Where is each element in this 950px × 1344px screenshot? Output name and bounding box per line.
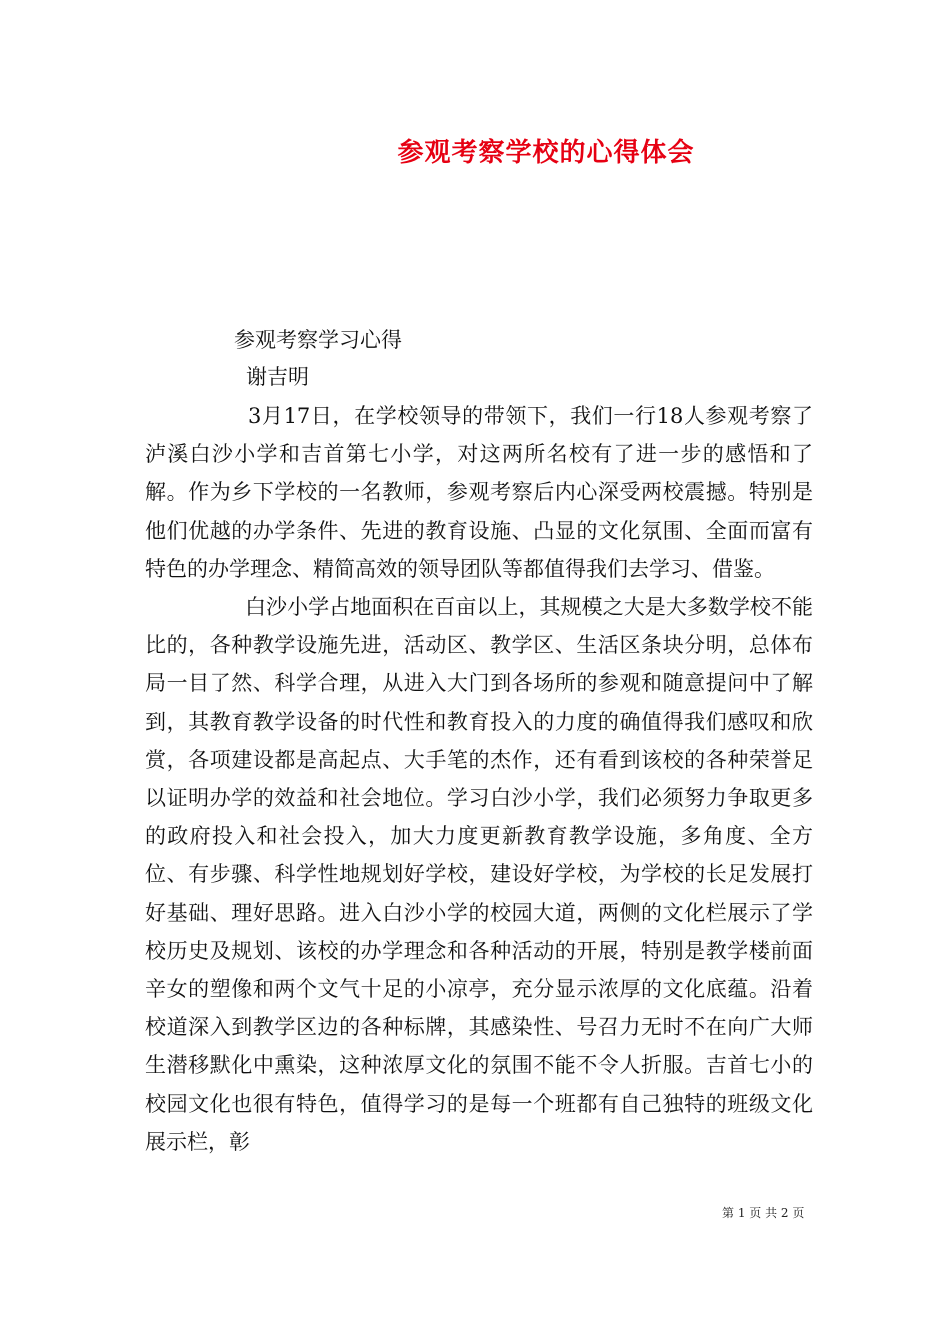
document-title: 参观考察学校的心得体会 [397,138,695,168]
document-author: 谢吉明 [246,365,309,389]
body-paragraph-1: 3月17日，在学校领导的带领下，我们一行18人参观考察了泸溪白沙小学和吉首第七小学，对这两所名校有了进一步的感悟和了解。作为乡下学校的一名教师，参观考察后内心深受两校震撼。特别是他们优越的办学条件、先进的教育设施、凸显的文化氛围、全面而富有特色的办学理念、精简高效的领导团队等都值得我们去学习、借鉴。 [145,404,813,581]
document-subtitle: 参观考察学习心得 [234,328,402,352]
document-body [145,397,813,1161]
body-paragraph-2: 白沙小学占地面积在百亩以上，其规模之大是大多数学校不能比的，各种教学设施先进，活动区、教学区、生活区条块分明，总体布局一目了然、科学合理，从进入大门到各场所的参观和随意提问中了解到，其教育教学设备的时代性和教育投入的力度的确值得我们感叹和欣赏，各项建设都是高起点、大手笔的杰作，还有看到该校的各种荣誉足以证明办学的效益和社会地位。学习白沙小学，我们必须努力争取更多的政府投入和社会投入，加大力度更新教育教学设施，多角度、全方位、有步骤、科学性地规划好学校，建设好学校，为学校的长足发展打好基础、理好思路。进入白沙小学的校园大道，两侧的文化栏展示了学校历史及规划、该校的办学理念和各种活动的开展，特别是教学楼前面辛女的塑像和两个文气十足的小凉亭，充分显示浓厚的文化底蕴。沿着校道深入到教学区边的各种标牌，其感染性、号召力无时不在向广大师生潜移默化中熏染，这种浓厚文化的氛围不能不令人折服。吉首七小的校园文化也很有特色，值得学习的是每一个班都有自己独特的班级文化展示栏，彰 [145,595,813,1154]
page-footer: 第 1 页 共 2 页 [722,1206,805,1220]
